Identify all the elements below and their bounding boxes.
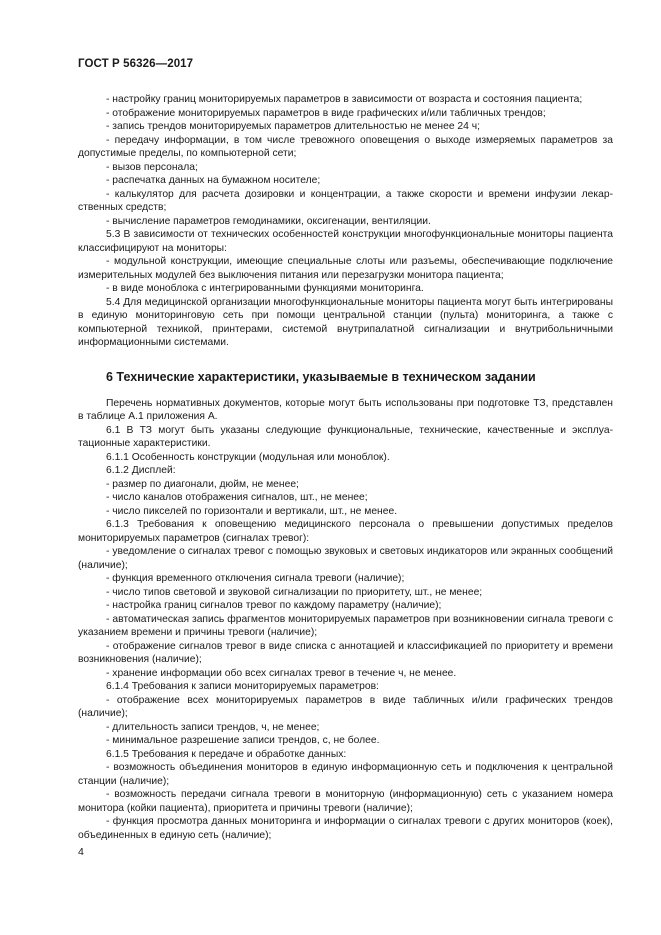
paragraph: - передачу информации, в том числе тревожного оповещения о выходе измеряемых параметров за допустимые пределы, по компьютерной сети;: [78, 134, 613, 159]
paragraph: - уведомление о сигналах тревог с помощью звуковых и световых индикаторов или экранных сообщений (наличие);: [78, 546, 613, 571]
paragraph: - отображение сигналов тревог в виде списка с аннотацией и классификацией по приоритету и времени возникновения (наличие);: [78, 640, 613, 665]
paragraph: - модульной конструкции, имеющие специальные слоты или разъемы, обеспечивающие подключение измерительных модулей без выключения питания или перезагрузки монитора пациента;: [78, 256, 613, 281]
paragraph: - хранение информации обо всех сигналах тревог в течение ч, не менее.: [106, 667, 457, 679]
paragraph: 6.1.2 Дисплей:: [106, 465, 176, 476]
paragraph: 6.1 В ТЗ могут быть указаны следующие функциональные, технические, качественные и эксплуатационные характеристики.: [78, 424, 613, 449]
paragraph: - возможность передачи сигнала тревоги в мониторную (информационную) сеть с указанием номера монитора (койки пациента), приоритета и причины тревоги (наличие);: [78, 789, 613, 814]
paragraph: - отображение всех мониторируемых параметров в виде табличных и/или графических трендов (наличие);: [78, 694, 613, 719]
section-6-body: [78, 397, 613, 843]
paragraph: - запись трендов мониторируемых параметров длительностью не менее 24 ч;: [106, 121, 480, 132]
paragraph: - отображение мониторируемых параметров в виде графических и/или табличных трендов;: [106, 107, 546, 119]
paragraph: - вызов персонала;: [106, 161, 198, 173]
paragraph: - настройка границ сигналов тревог по каждому параметру (наличие);: [106, 600, 442, 611]
paragraph: - возможность объединения мониторов в единую информационную сеть и подключения к центральной станции (наличие);: [78, 762, 613, 787]
paragraph: - калькулятор для расчета дозировки и концентрации, а также скорости и времени инфузии лекарственных средств;: [78, 188, 613, 213]
section-5-continuation: [78, 93, 613, 350]
paragraph: - размер по диагонали, дюйм, не менее;: [106, 478, 299, 490]
paragraph: Перечень нормативных документов, которые могут быть использованы при подготовке ТЗ, представлен в таблице А.1 приложения А.: [78, 397, 613, 422]
paragraph: - минимальное разрешение записи трендов, с, не более.: [106, 735, 380, 746]
paragraph: - число каналов отображения сигналов, шт., не менее;: [106, 492, 368, 503]
paragraph: - функция временного отключения сигнала тревоги (наличие);: [106, 573, 405, 584]
paragraph: - длительность записи трендов, ч, не менее;: [106, 721, 320, 733]
paragraph: - автоматическая запись фрагментов мониторируемых параметров при возникновении сигнала тревоги с указанием времени и причины тревоги (наличие);: [78, 613, 613, 638]
paragraph: - функция просмотра данных мониторинга и информации о сигналах тревоги с других мониторов (коек), объединенных в единую сеть (наличие);: [78, 816, 613, 841]
paragraph: 6.1.3 Требования к оповещению медицинского персонала о превышении допустимых пределов мониторируемых параметров (сигналах тревог):: [78, 519, 613, 544]
page-number: 4: [78, 846, 84, 858]
paragraph: - число пикселей по горизонтали и вертикали, шт., не менее.: [106, 505, 398, 517]
paragraph: - число типов световой и звуковой сигнализации по приоритету, шт., не менее;: [106, 586, 483, 598]
paragraph: 5.4 Для медицинской организации многофункциональные мониторы пациента могут быть интегрированы в единую мониторинговую сеть при помощи центральной станции (пульта) мониторинга, а также с компьютерной техникой, принтерами, системой внутрипалатной сигнализации и внутрибольничными информационными системами.: [78, 296, 613, 348]
paragraph: 6.1.1 Особенность конструкции (модульная или моноблок).: [106, 451, 390, 463]
document-header: ГОСТ Р 56326—2017: [78, 58, 194, 70]
document-body: [78, 93, 613, 842]
paragraph: 5.3 В зависимости от технических особенностей конструкции многофункциональные мониторы пациента классифицируют на мониторы:: [78, 229, 613, 254]
paragraph: - в виде моноблока с интегрированными функциями мониторинга.: [106, 283, 424, 294]
paragraph: - распечатка данных на бумажном носителе;: [106, 175, 321, 186]
paragraph: 6.1.4 Требования к записи мониторируемых параметров:: [106, 681, 379, 692]
paragraph: - вычисление параметров гемодинамики, оксигенации, вентиляции.: [106, 215, 431, 227]
paragraph: 6.1.5 Требования к передаче и обработке данных:: [106, 748, 347, 760]
paragraph: - настройку границ мониторируемых параметров в зависимости от возраста и состояния пациента;: [106, 94, 583, 105]
section-6-title: 6 Технические характеристики, указываемые в техническом задании: [106, 369, 536, 384]
